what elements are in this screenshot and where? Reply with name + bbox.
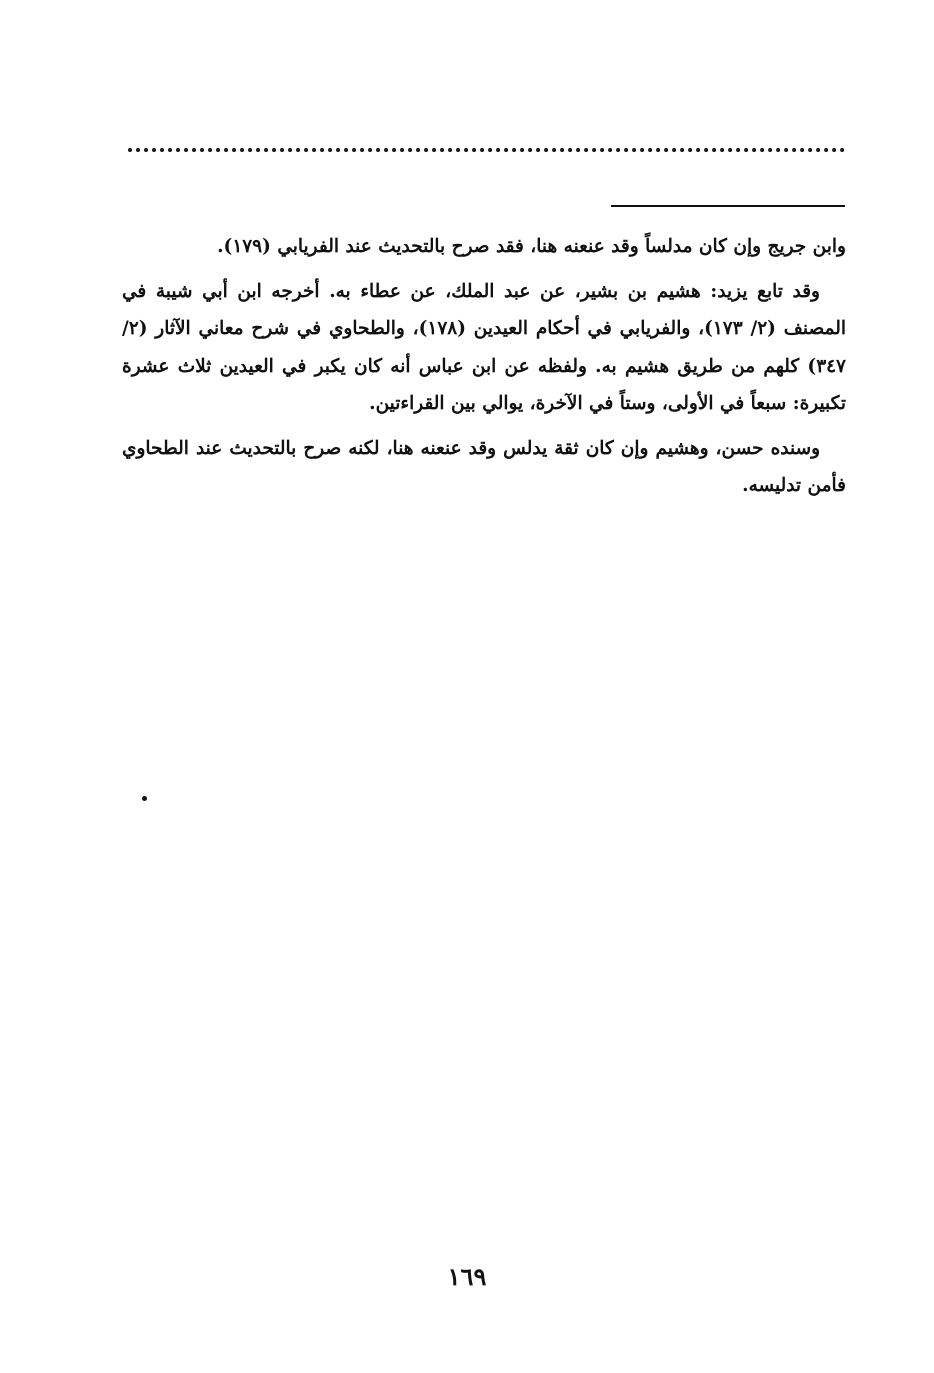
dotted-separator: [128, 148, 845, 152]
footnote-paragraph: وقد تابع يزيد: هشيم بن بشير، عن عبد الملك، عن عطاء به. أخرجه ابن أبي شيبة في المصنف (٢/ ١٧٣)، والفريابي في أحكام العيدين (١٧٨)، والطحاوي في شرح معاني الآثار (٢/ ٣٤٧) كلهم من طريق هشيم به. ولفظه عن ابن عباس أنه كان يكبر في العيدين ثلاث عشرة تكبيرة: سبعاً في الأولى، وستاً في الآخرة، يوالي بين القراءتين.: [122, 280, 846, 414]
ink-speck: [142, 796, 147, 801]
page-number: ١٦٩: [447, 1262, 487, 1291]
footnote-paragraph: وابن جريج وإن كان مدلساً وقد عنعنه هنا، فقد صرح بالتحديث عند الفريابي (١٧٩).: [217, 236, 846, 257]
footnotes-block: [122, 228, 846, 512]
footnote-separator-line: [611, 205, 845, 207]
footnote-paragraph: وسنده حسن، وهشيم وإن كان ثقة يدلس وقد عنعنه هنا، لكنه صرح بالتحديث عند الطحاوي فأمن تدليسه.: [122, 437, 846, 496]
